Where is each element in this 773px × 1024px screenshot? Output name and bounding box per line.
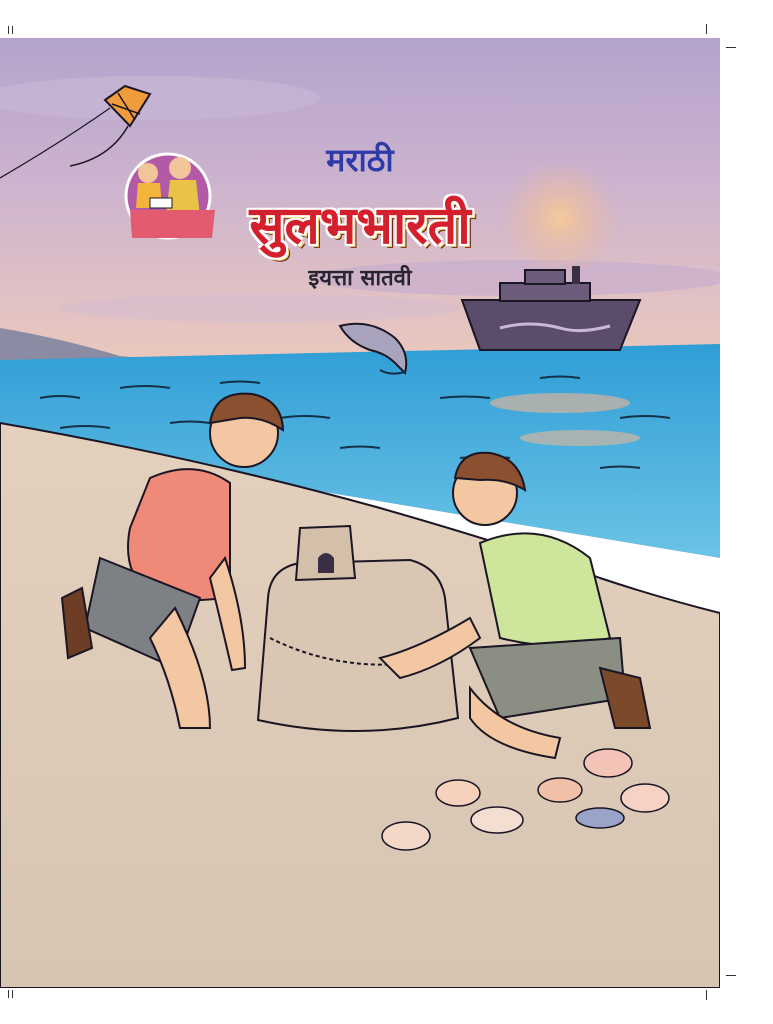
crop-mark — [12, 990, 13, 998]
book-title: सुलभभारती — [249, 196, 471, 256]
crop-mark — [726, 975, 736, 976]
cover-illustration — [0, 38, 720, 988]
crop-mark — [8, 990, 9, 998]
grade-label: इयत्ता सातवी — [308, 266, 412, 291]
subject-label: मराठी — [326, 141, 394, 179]
crop-mark — [706, 24, 707, 34]
crop-mark — [8, 26, 9, 34]
crop-mark — [726, 47, 736, 48]
crop-mark — [706, 990, 707, 1000]
crop-mark — [12, 26, 13, 34]
sun — [500, 158, 620, 278]
